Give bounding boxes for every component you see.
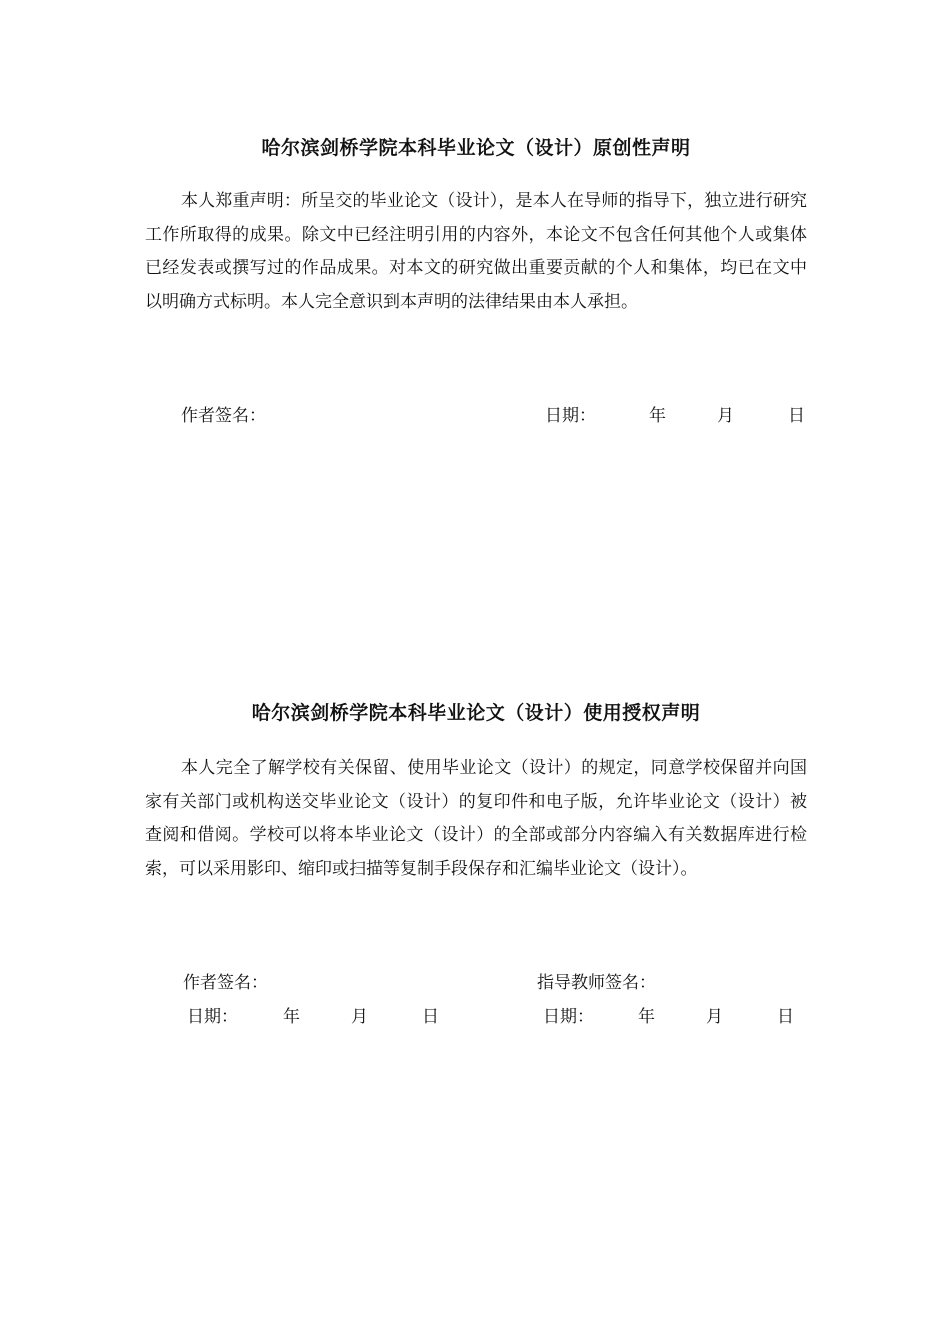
authorization-title-block <box>145 698 807 725</box>
authorization-author-month-label: 月 <box>351 1007 368 1027</box>
originality-body-block <box>145 185 807 319</box>
originality-date-label: 日期： <box>545 406 596 426</box>
authorization-advisor-month-label: 月 <box>706 1007 723 1027</box>
authorization-advisor-year-label: 年 <box>638 1007 655 1027</box>
authorization-author-year-label: 年 <box>283 1007 300 1027</box>
authorization-author-day-label: 日 <box>422 1007 439 1027</box>
originality-author-signature-label: 作者签名： <box>181 406 266 426</box>
originality-day-label: 日 <box>788 406 805 426</box>
authorization-title: 哈尔滨剑桥学院本科毕业论文（设计）使用授权声明 <box>251 702 701 724</box>
authorization-body: 本人完全了解学校有关保留、使用毕业论文（设计）的规定，同意学校保留并向国家有关部门或机构送交毕业论文（设计）的复印件和电子版，允许毕业论文（设计）被查阅和借阅。学校可以将本毕业论文（设计）的全部或部分内容编入有关数据库进行检索，可以采用影印、缩印或扫描等复制手段保存和汇编毕业论文（设计）。 <box>145 758 807 879</box>
originality-title-block <box>145 133 807 160</box>
authorization-advisor-signature-label: 指导教师签名： <box>537 973 656 993</box>
originality-month-label: 月 <box>717 406 734 426</box>
authorization-author-date-label: 日期： <box>187 1007 238 1027</box>
authorization-author-signature-label: 作者签名： <box>183 973 268 993</box>
originality-body: 本人郑重声明：所呈交的毕业论文（设计），是本人在导师的指导下，独立进行研究工作所取得的成果。除文中已经注明引用的内容外，本论文不包含任何其他个人或集体已经发表或撰写过的作品成果。对本文的研究做出重要贡献的个人和集体，均已在文中以明确方式标明。本人完全意识到本声明的法律结果由本人承担。 <box>145 191 807 312</box>
authorization-advisor-day-label: 日 <box>777 1007 794 1027</box>
authorization-advisor-date-label: 日期： <box>543 1007 594 1027</box>
originality-year-label: 年 <box>649 406 666 426</box>
originality-title: 哈尔滨剑桥学院本科毕业论文（设计）原创性声明 <box>261 137 691 159</box>
authorization-body-block <box>145 752 807 886</box>
